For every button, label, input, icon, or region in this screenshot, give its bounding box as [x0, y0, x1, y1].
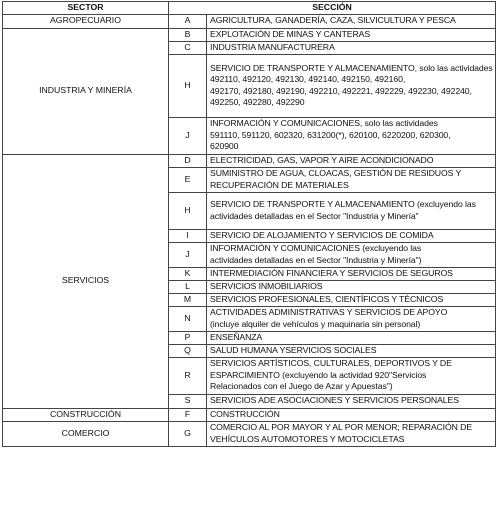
- description-line: actividades detalladas en el Sector "Industria y Minería": [210, 210, 419, 221]
- description-line: EXPLOTACIÓN DE MINAS Y CANTERAS: [210, 28, 371, 39]
- section-letter-cell: R: [169, 357, 207, 394]
- section-letter-cell: B: [169, 28, 207, 41]
- section-description-cell: [207, 344, 496, 357]
- section-description-cell: [207, 421, 496, 446]
- sector-cell: SERVICIOS: [3, 154, 169, 408]
- table-row: [3, 408, 496, 421]
- section-description-cell: [207, 394, 496, 408]
- section-letter-cell: H: [169, 54, 207, 117]
- section-letter-cell: J: [169, 242, 207, 267]
- description-line: SERVICIO DE TRANSPORTE Y ALMACENAMIENTO (excluyendo las: [210, 199, 476, 209]
- section-description-cell: [207, 154, 496, 167]
- sector-cell: CONSTRUCCIÓN: [3, 408, 169, 421]
- description-line: SERVICIOS ADE ASOCIACIONES Y SERVICIOS PERSONALES: [210, 395, 459, 406]
- section-letter-cell: L: [169, 280, 207, 293]
- description-line: INDUSTRIA MANUFACTURERA: [210, 41, 335, 52]
- section-letter-cell: Q: [169, 344, 207, 357]
- section-letter-cell: C: [169, 41, 207, 54]
- section-letter-cell: N: [169, 306, 207, 331]
- header-row: [3, 2, 496, 15]
- description-line: ACTIVIDADES ADMINISTRATIVAS Y SERVICIOS DE APOYO: [210, 307, 448, 317]
- section-description-cell: [207, 293, 496, 306]
- section-description-cell: [207, 117, 496, 154]
- section-description-cell: [207, 306, 496, 331]
- description-line: ELECTRICIDAD, GAS, VAPOR Y AIRE ACONDICIONADO: [210, 154, 434, 165]
- section-description-cell: [207, 14, 496, 28]
- description-line: SERVICIOS ARTÍSTICOS, CULTURALES, DEPORTIVOS Y DE: [210, 358, 452, 369]
- section-letter-cell: J: [169, 117, 207, 154]
- description-line: SALUD HUMANA YSERVICIOS SOCIALES: [210, 344, 377, 355]
- section-description-cell: [207, 28, 496, 41]
- table-row: [3, 421, 496, 446]
- section-letter-cell: P: [169, 331, 207, 344]
- description-line: RECUPERACIÓN DE MATERIALES: [210, 179, 349, 190]
- section-letter-cell: D: [169, 154, 207, 167]
- section-description-cell: [207, 192, 496, 229]
- sector-cell: INDUSTRIA Y MINERÍA: [3, 28, 169, 154]
- description-line: ESPARCIMIENTO (excluyendo la actividad 920"Servicios: [210, 369, 427, 380]
- section-letter-cell: K: [169, 267, 207, 280]
- description-line: 620900: [210, 141, 239, 152]
- section-description-cell: [207, 280, 496, 293]
- sector-header: SECTOR: [3, 2, 169, 15]
- section-letter-cell: H: [169, 192, 207, 229]
- section-description-cell: [207, 41, 496, 54]
- section-header: SECCIÓN: [169, 2, 496, 15]
- description-line: AGRICULTURA, GANADERÍA, CAZA, SILVICULTURA Y PESCA: [210, 15, 456, 26]
- section-letter-cell: S: [169, 394, 207, 408]
- section-description-cell: [207, 242, 496, 267]
- section-description-cell: [207, 167, 496, 192]
- description-line: SERVICIOS INMOBILIARIOS: [210, 280, 323, 291]
- description-line: COMERCIO AL POR MAYOR Y AL POR MENOR; REPARACIÓN DE: [210, 422, 473, 432]
- section-letter-cell: A: [169, 14, 207, 28]
- table-body: [3, 14, 496, 446]
- description-line: 492250, 492280, 492290: [210, 97, 305, 107]
- sector-cell: COMERCIO: [3, 421, 169, 446]
- section-description-cell: [207, 229, 496, 242]
- description-line: INTERMEDIACIÓN FINANCIERA Y SERVICIOS DE SEGUROS: [210, 267, 453, 278]
- section-letter-cell: I: [169, 229, 207, 242]
- section-description-cell: [207, 408, 496, 421]
- section-description-cell: [207, 54, 496, 117]
- description-line: SERVICIOS PROFESIONALES, CIENTÍFICOS Y TÉCNICOS: [210, 293, 444, 304]
- description-line: INFORMACIÓN Y COMUNICACIONES (excluyendo las: [210, 243, 422, 253]
- description-line: (incluye alquiler de vehículos y maquinaria sin personal): [210, 318, 421, 329]
- section-letter-cell: M: [169, 293, 207, 306]
- section-description-cell: [207, 267, 496, 280]
- description-line: SERVICIO DE ALOJAMIENTO Y SERVICIOS DE COMIDA: [210, 229, 434, 240]
- description-line: 591110, 591120, 602320, 631200(*), 620100, 6220200, 620300,: [210, 129, 451, 140]
- description-line: Relacionados con el Juego de Azar y Apuestas"): [210, 381, 393, 392]
- description-line: 492170, 492180, 492190, 492210, 492221, 492229, 492230, 492240,: [210, 85, 472, 96]
- description-line: actividades detalladas en el Sector "Industria y Minería"): [210, 254, 422, 265]
- table-row: [3, 154, 496, 167]
- description-line: SUMINISTRO DE AGUA, CLOACAS, GESTIÓN DE RESIDUOS Y: [210, 168, 462, 178]
- description-line: 492110, 492120, 492130, 492140, 492150, 492160,: [210, 74, 406, 84]
- description-line: ENSEÑANZA: [210, 331, 263, 342]
- section-letter-cell: E: [169, 167, 207, 192]
- description-line: CONSTRUCCIÓN: [210, 408, 280, 419]
- section-description-cell: [207, 357, 496, 394]
- description-line: INFORMACIÓN Y COMUNICACIONES, solo las actividades: [210, 118, 438, 129]
- section-letter-cell: F: [169, 408, 207, 421]
- description-line: VEHÍCULOS AUTOMOTORES Y MOTOCICLETAS: [210, 433, 405, 444]
- sector-cell: AGROPECUARIO: [3, 14, 169, 28]
- description-line: SERVICIO DE TRANSPORTE Y ALMACENAMIENTO, solo las actividades: [210, 62, 493, 73]
- section-description-cell: [207, 331, 496, 344]
- table-row: [3, 28, 496, 41]
- sector-table: [2, 1, 496, 447]
- section-letter-cell: G: [169, 421, 207, 446]
- table-row: [3, 14, 496, 28]
